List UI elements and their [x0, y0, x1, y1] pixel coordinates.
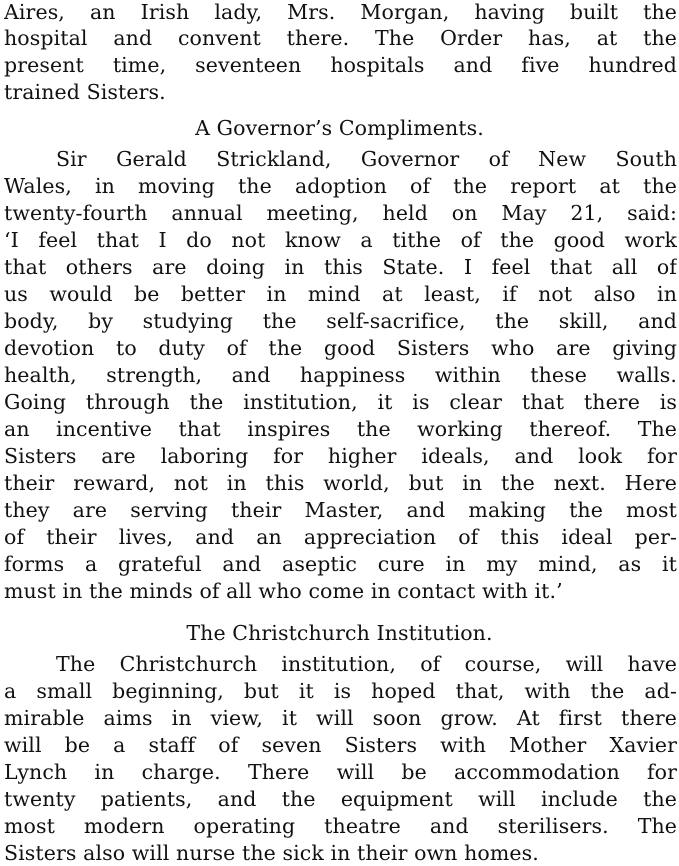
text-line: hospital and convent there. The Order has, at the: [4, 26, 677, 50]
text-line: will be a staff of seven Sisters with Mother Xavier: [4, 733, 677, 757]
section-heading: The Christchurch Institution.: [186, 621, 493, 645]
text-line: of their lives, and an appreciation of this ideal per-: [4, 525, 677, 549]
text-line: Wales, in moving the adoption of the report at the: [4, 174, 677, 198]
text-line: devotion to duty of the good Sisters who are giving: [4, 336, 677, 360]
text-line: mirable aims in view, it will soon grow. At first there: [4, 706, 677, 730]
text-line: trained Sisters.: [4, 80, 166, 104]
text-line: must in the minds of all who come in contact with it.’: [4, 579, 563, 603]
section-heading: A Governor’s Compliments.: [195, 116, 484, 140]
text-line: an incentive that inspires the working thereof. The: [4, 417, 677, 441]
text-line: Lynch in charge. There will be accommodation for: [4, 760, 677, 784]
text-line: forms a grateful and aseptic cure in my mind, as it: [4, 552, 677, 576]
text-line: most modern operating theatre and sterilisers. The: [4, 814, 677, 838]
text-line: Going through the institution, it is clear that there is: [4, 390, 677, 414]
text-line: Sir Gerald Strickland, Governor of New South: [56, 147, 677, 171]
text-line: their reward, not in this world, but in the next. Here: [4, 471, 677, 495]
text-line: ‘I feel that I do not know a tithe of the good work: [4, 228, 677, 252]
text-line: Sisters are laboring for higher ideals, and look for: [4, 444, 677, 468]
text-line: Aires, an Irish lady, Mrs. Morgan, having built the: [4, 0, 677, 24]
text-line: us would be better in mind at least, if not also in: [4, 282, 677, 306]
text-line: a small beginning, but it is hoped that, with the ad-: [4, 679, 677, 703]
text-line: twenty patients, and the equipment will include the: [4, 787, 677, 811]
text-line: present time, seventeen hospitals and five hundred: [4, 53, 677, 77]
text-line: they are serving their Master, and making the most: [4, 498, 677, 522]
text-line: health, strength, and happiness within these walls.: [4, 363, 677, 387]
text-line: twenty-fourth annual meeting, held on May 21, said:: [4, 201, 677, 225]
text-line: The Christchurch institution, of course, will have: [56, 652, 677, 676]
text-line: that others are doing in this State. I feel that all of: [4, 255, 677, 279]
text-line: Sisters also will nurse the sick in their own homes.: [4, 841, 539, 865]
text-line: body, by studying the self-sacrifice, the skill, and: [4, 309, 677, 333]
